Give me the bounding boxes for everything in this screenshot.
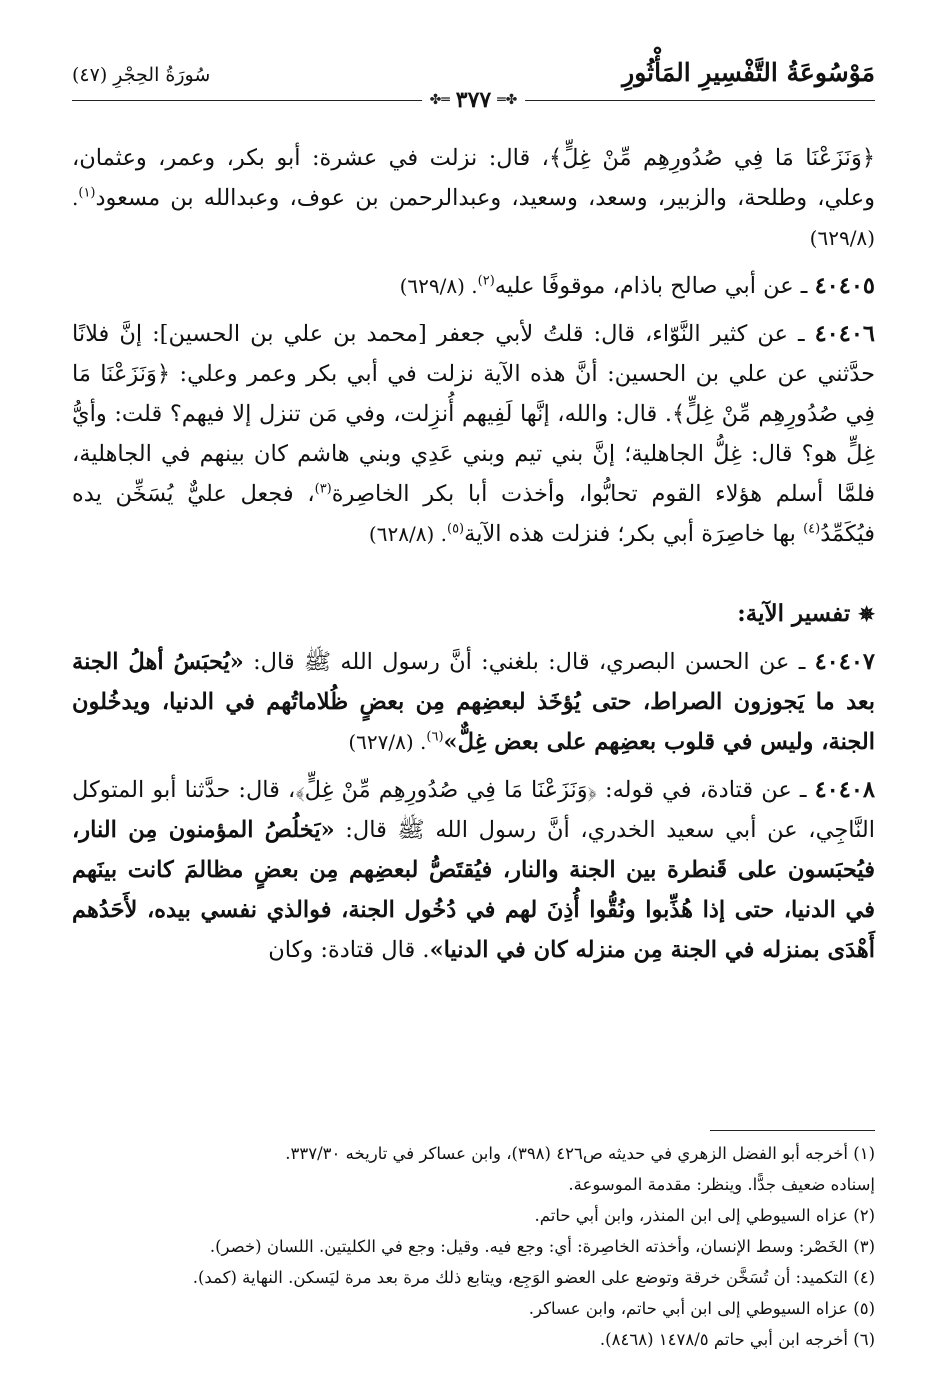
paragraph-text: ـ عن الحسن البصري، قال: بلغني: أنَّ رسول الله ﷺ قال: [243, 649, 815, 675]
narration-number: ٤٠٤٠٥ [814, 273, 875, 299]
paragraph-text: بها خاصِرَة أبي بكر؛ فنزلت هذه الآية [464, 521, 804, 547]
footnote: (٣) الخَصْر: وسط الإنسان، وأخذته الخاصِرة: أي: وجع فيه. وقيل: وجع في الكليتين. اللسان (خصر). [209, 1237, 875, 1256]
page-number: ٣٧٧ [455, 87, 492, 113]
footnote: (٦) أخرجه ابن أبي حاتم ١٤٧٨/٥ (٨٤٦٨). [599, 1330, 875, 1349]
footnote-marker: (٣) [314, 481, 332, 497]
section-title: تفسير الآية: [737, 600, 851, 627]
ornament-icon: ═✤ [429, 92, 450, 108]
quran-verse: ﴿وَنَزَعْنَا مَا فِي صُدُورِهِم مِّنْ غِلٍّ﴾ [295, 777, 597, 803]
volume-reference: . (٦٢٨/٨) [368, 522, 447, 546]
ornament-icon: ✤═ [497, 92, 518, 108]
footnote-marker: (٥) [446, 521, 465, 537]
narration-40406 [72, 314, 875, 554]
narration-40405 [72, 266, 875, 306]
narration-number: ٤٠٤٠٧ [814, 649, 875, 675]
volume-reference: . (٦٢٩/٨) [72, 186, 875, 250]
footnotes [72, 1138, 875, 1355]
footnote-marker: (٦) [426, 729, 444, 745]
paragraph-text: ـ عن كثير النَّوّاء، قال: قلتُ لأبي جعفر [محمد بن علي بن الحسين]: إنَّ فلانًا حدَّثني عن علي بن الحسين: أنَّ هذه الآية نزلت في أبي بكر وعمر وعلي: [72, 321, 875, 387]
book-title: مَوْسُوعَةُ التَّفْسِيرِ المَأْثُورِ [622, 58, 875, 87]
paragraph-text: . قال قتادة: وكان [268, 937, 430, 963]
page-number-block [422, 87, 526, 113]
quran-verse: ﴿وَنَزَعْنَا مَا فِي صُدُورِهِم مِّنْ غِلٍّ﴾ [548, 145, 875, 171]
paragraph-text: ، قال: نزلت في عشرة: أبو بكر، وعمر، وعثمان، وعلي، وطلحة، والزبير، وسعد، وسعيد، وعبدالرحمن بن عوف، وعبدالله بن مسعود [72, 145, 875, 211]
volume-reference: . (٦٢٧/٨) [348, 730, 427, 754]
footnote-marker: (٢) [477, 273, 495, 289]
footnote: (١) أخرجه أبو الفضل الزهري في حديثه ص٤٢٦ (٣٩٨)، وابن عساكر في تاريخه ٣٣٧/٣٠. [285, 1144, 875, 1163]
main-text [72, 138, 875, 970]
hadith-text: «يُحبَسُ أهلُ الجنة بعد ما يَجوزون الصراط، حتى يُؤخَذ لبعضِهم مِن بعضٍ ظُلاماتُهم في الدنيا، ويدخُلون الجنة، وليس في قلوب بعضِهم على بعض غِلٌّ» [72, 649, 875, 755]
star-ornament-icon: ✵ [858, 602, 875, 626]
footnote: (٥) عزاه السيوطي إلى ابن أبي حاتم، وابن عساكر. [528, 1299, 875, 1318]
narration-40407 [72, 642, 875, 762]
paragraph-text: ، فجعل عليٌّ يُسَخِّن يده فيُكَمِّدُ [72, 481, 875, 547]
paragraph-text: . قال: والله، إنَّها لَفِيهم أُنزِلت، وفي مَن تنزل إلا فيهم؟ قلت: وأيُّ غِلٍّ هو؟ قال: غِلُّ الجاهلية؛ إنَّ بني تيم وبني عَدِي وبني هاشم كان بينهم في الجاهلية، فلمَّا أسلم هؤلاء القوم تحابُّوا، وأخذت أبا بكر الخاصِرة [72, 401, 875, 507]
footnote: (٢) عزاه السيوطي إلى ابن المنذر، وابن أبي حاتم. [534, 1206, 875, 1225]
footnote-separator [710, 1130, 875, 1131]
narration-40408 [72, 770, 875, 970]
paragraph-text: ، قال: حدَّثنا أبو المتوكل النَّاجِي، عن أبي سعيد الخدري، أنَّ رسول الله ﷺ قال: [72, 777, 875, 843]
paragraph-text: ـ عن قتادة، في قوله: [596, 777, 815, 803]
footnote-marker: (١) [78, 185, 96, 201]
footnote-marker: (٤) [803, 521, 821, 537]
footnote: إسناده ضعيف جدًّا. وينظر: مقدمة الموسوعة. [568, 1175, 875, 1194]
paragraph-continued [72, 138, 875, 258]
surah-name: سُورَةُ الحِجْرِ (٤٧) [72, 64, 211, 86]
narration-number: ٤٠٤٠٦ [814, 321, 875, 347]
section-heading [72, 594, 875, 634]
quran-verse: ﴿وَنَزَعْنَا مَا فِي صُدُورِهِم مِّنْ غِلٍّ﴾ [72, 361, 875, 427]
paragraph-text: ـ عن أبي صالح باذام، موقوفًا عليه [494, 273, 815, 299]
volume-reference: . (٦٢٩/٨) [399, 274, 478, 298]
footnote: (٤) التكميد: أن تُسَخَّن خرقة وتوضع على العضو الوَجِع، ويتابع ذلك مرة بعد مرة ليَسكن. النهاية (كمد). [192, 1268, 875, 1287]
hadith-text: «يَخلُصُ المؤمنون مِن النار، فيُحبَسون على قَنطرة بين الجنة والنار، فيُقتَصُّ لبعضِهم مِن بعضٍ مظالمَ كانت بينَهم في الدنيا، حتى إذا هُذِّبوا ونُقُّوا أُذِنَ لهم في دُخُول الجنة، فوالذي نفسي بيده، لأَحَدُهم أَهْدَى بمنزله في الجنة مِن منزله كان في الدنيا» [72, 817, 875, 963]
page-header [72, 52, 875, 112]
narration-number: ٤٠٤٠٨ [814, 777, 876, 803]
